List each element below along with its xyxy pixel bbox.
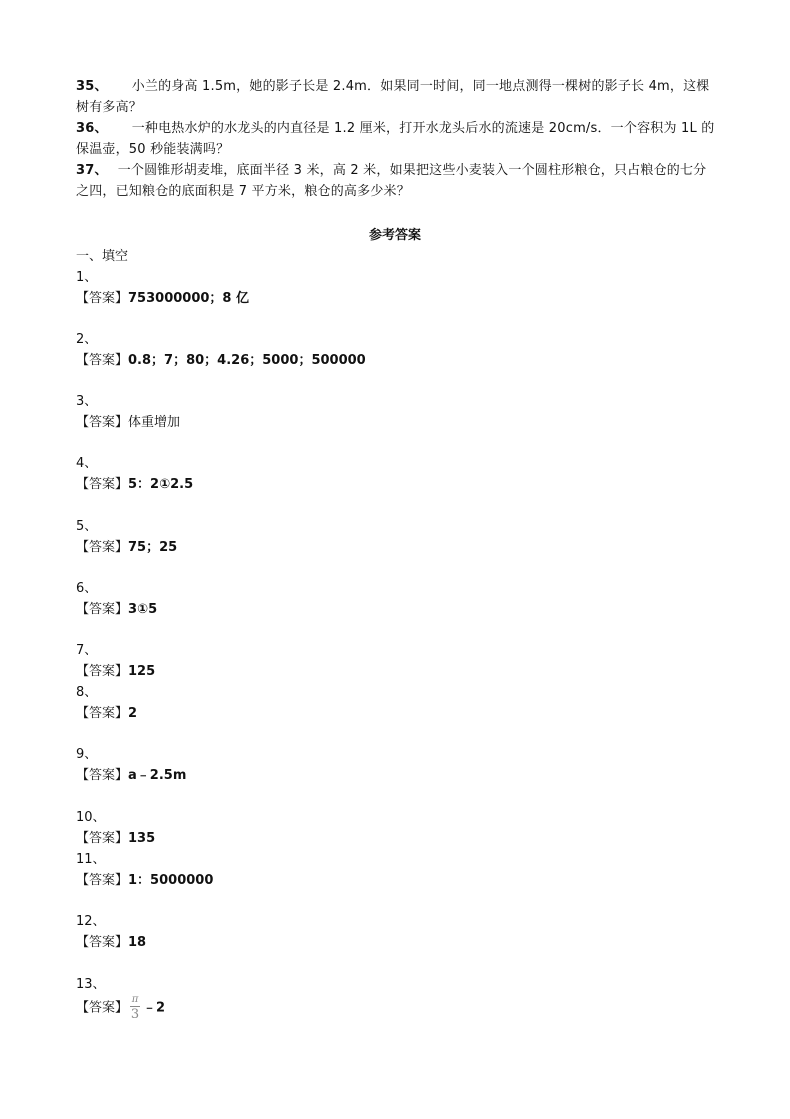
answer-number: 12、 bbox=[76, 914, 106, 929]
answer-label: 【答案】 bbox=[76, 602, 129, 617]
answer-number: 7、 bbox=[76, 643, 98, 658]
answer-line bbox=[76, 660, 155, 679]
fraction-numerator: π bbox=[131, 994, 139, 1005]
answer-line bbox=[76, 536, 177, 555]
answer-value: ﹣2 bbox=[143, 1000, 166, 1016]
answer-value: 5：2①2.5 bbox=[128, 477, 194, 492]
answer-value: 18 bbox=[128, 935, 147, 950]
question-35 bbox=[76, 76, 718, 118]
question-36 bbox=[76, 118, 718, 160]
answer-value: 125 bbox=[128, 664, 156, 679]
question-text: 一个圆锥形胡麦堆，底面半径 3 米，高 2 米，如果把这些小麦装入一个圆柱形粮仓，只占粮仓的七分之四，已知粮仓的底面积是 7 平方米，粮仓的高多少米？ bbox=[76, 163, 707, 199]
answer-number: 11、 bbox=[76, 852, 106, 867]
answer-number: 13、 bbox=[76, 977, 106, 992]
answer-label: 【答案】 bbox=[76, 1000, 129, 1016]
answer-value: 体重增加 bbox=[128, 415, 181, 430]
question-text: 小兰的身高 1.5m，她的影子长是 2.4m．如果同一时间，同一地点测得一棵树的影子长 4m，这棵树有多高？ bbox=[76, 79, 710, 115]
answer-number: 2、 bbox=[76, 332, 98, 347]
answer-label: 【答案】 bbox=[76, 477, 129, 492]
answer-line bbox=[76, 869, 213, 888]
section-heading: 一、填空 bbox=[76, 249, 129, 264]
answer-label: 【答案】 bbox=[76, 664, 129, 679]
answer-label: 【答案】 bbox=[76, 831, 129, 846]
question-number: 37、 bbox=[76, 163, 108, 178]
answer-line bbox=[76, 349, 366, 368]
answers-title: 参考答案 bbox=[368, 228, 421, 243]
answer-value: 1：5000000 bbox=[128, 873, 214, 888]
fraction bbox=[130, 995, 140, 1021]
answer-line bbox=[76, 473, 193, 492]
fraction-denominator: 3 bbox=[130, 1007, 140, 1022]
answer-line bbox=[76, 764, 186, 783]
answer-label: 【答案】 bbox=[76, 935, 129, 950]
answer-label: 【答案】 bbox=[76, 873, 129, 888]
answer-label: 【答案】 bbox=[76, 291, 129, 306]
answer-number: 5、 bbox=[76, 519, 98, 534]
answer-number: 9、 bbox=[76, 747, 98, 762]
answer-number: 10、 bbox=[76, 810, 106, 825]
answer-number: 1、 bbox=[76, 270, 98, 285]
answer-label: 【答案】 bbox=[76, 768, 129, 783]
answer-number: 8、 bbox=[76, 685, 98, 700]
answer-value: 0.8；7；80；4.26；5000；500000 bbox=[128, 353, 366, 368]
answer-line bbox=[76, 287, 249, 306]
question-number: 36、 bbox=[76, 121, 108, 136]
answer-line bbox=[76, 827, 155, 846]
answer-value: a﹣2.5m bbox=[128, 768, 187, 783]
answer-value: 75；25 bbox=[128, 540, 178, 555]
answer-label: 【答案】 bbox=[76, 353, 129, 368]
question-37 bbox=[76, 160, 718, 202]
answer-number: 3、 bbox=[76, 394, 98, 409]
answer-value: 2 bbox=[128, 706, 138, 721]
answer-value: 135 bbox=[128, 831, 156, 846]
answer-number: 4、 bbox=[76, 456, 98, 471]
question-number: 35、 bbox=[76, 79, 108, 94]
answer-line bbox=[76, 995, 165, 1021]
answer-line bbox=[76, 598, 157, 617]
question-text: 一种电热水炉的水龙头的内直径是 1.2 厘米，打开水龙头后水的流速是 20cm/s．一个容积为 1L 的保温壶，50 秒能装满吗？ bbox=[76, 121, 715, 157]
answer-label: 【答案】 bbox=[76, 540, 129, 555]
answer-label: 【答案】 bbox=[76, 415, 129, 430]
answer-value: 753000000；8 亿 bbox=[128, 291, 249, 306]
answer-line bbox=[76, 931, 146, 950]
answer-number: 6、 bbox=[76, 581, 98, 596]
answer-value: 3①5 bbox=[128, 602, 158, 617]
answer-label: 【答案】 bbox=[76, 706, 129, 721]
answer-line bbox=[76, 411, 180, 430]
answer-line bbox=[76, 702, 137, 721]
